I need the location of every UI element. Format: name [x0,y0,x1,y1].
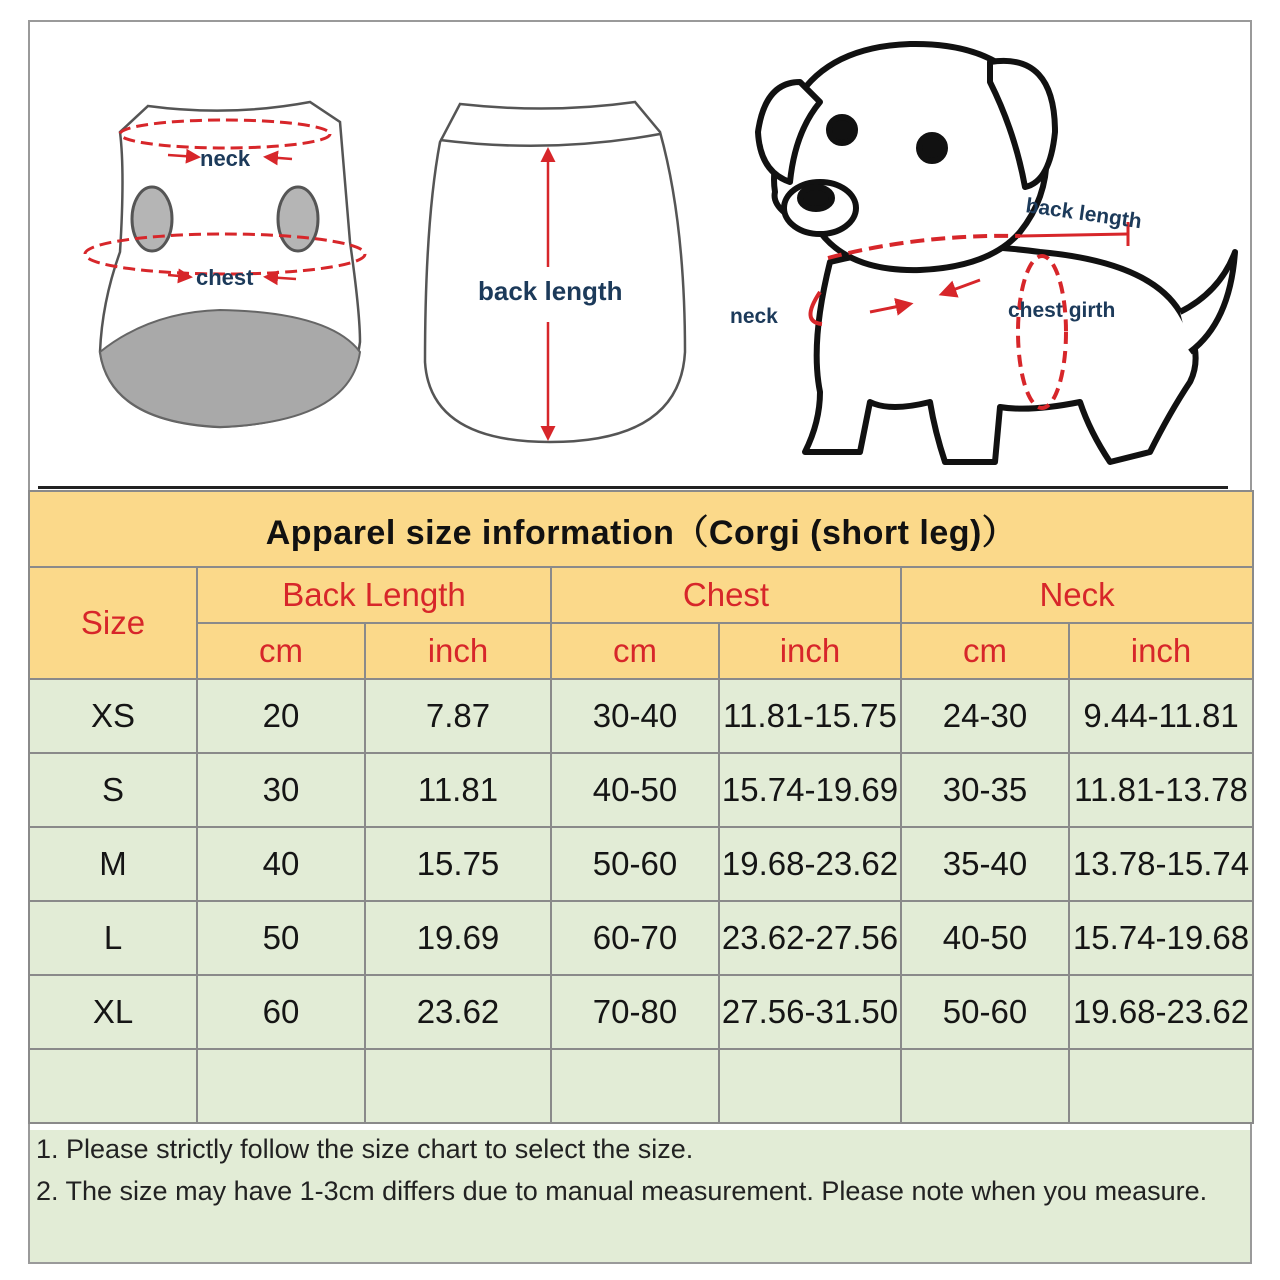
table-cell: 50-60 [901,975,1069,1049]
dog-back-length-label: back length [1024,194,1144,234]
dog-illustration [758,44,1235,462]
table-cell: 30-40 [551,679,719,753]
table-cell: 40 [197,827,365,901]
table-cell: XL [29,975,197,1049]
table-cell: 19.68-23.62 [1069,975,1253,1049]
table-title: Apparel size information（Corgi (short leg)） [29,491,1253,567]
size-header: Size [29,567,197,679]
table-cell: 13.78-15.74 [1069,827,1253,901]
table-cell: 50 [197,901,365,975]
dog-chest-girth-label: chest girth [1008,299,1116,322]
table-cell: 30-35 [901,753,1069,827]
note-2: 2. The size may have 1-3cm differs due to manual measurement. Please note when you measure. [36,1176,1208,1206]
table-cell: XS [29,679,197,753]
unit-header: cm [901,623,1069,679]
unit-header: cm [197,623,365,679]
table-cell: 24-30 [901,679,1069,753]
table-cell: 35-40 [901,827,1069,901]
table-row [29,975,1253,1049]
measurement-illustration [30,22,1250,486]
table-cell: 19.69 [365,901,551,975]
table-row [29,901,1253,975]
size-table [28,490,1254,1124]
table-cell: 9.44-11.81 [1069,679,1253,753]
divider-line [38,486,1228,489]
table-cell: 40-50 [551,753,719,827]
unit-header: cm [551,623,719,679]
notes-section [30,1130,1250,1262]
table-cell: 11.81 [365,753,551,827]
table-row [29,679,1253,753]
group-header-back-length: Back Length [197,567,551,623]
empty-table-row [29,1049,1253,1123]
table-cell: 60 [197,975,365,1049]
table-cell: 15.75 [365,827,551,901]
table-cell: L [29,901,197,975]
table-cell: 60-70 [551,901,719,975]
dog-neck-label: neck [730,305,778,328]
table-cell: 70-80 [551,975,719,1049]
front-chest-label: chest [196,265,254,290]
garment-front-diagram [85,102,365,427]
table-cell: 15.74-19.68 [1069,901,1253,975]
table-row [29,753,1253,827]
table-cell: 27.56-31.50 [719,975,901,1049]
table-cell: S [29,753,197,827]
table-cell: 7.87 [365,679,551,753]
table-cell: M [29,827,197,901]
table-row [29,827,1253,901]
table-cell: 20 [197,679,365,753]
group-header-neck: Neck [901,567,1253,623]
table-cell: 19.68-23.62 [719,827,901,901]
group-header-chest: Chest [551,567,901,623]
unit-header: inch [365,623,551,679]
table-cell: 15.74-19.69 [719,753,901,827]
table-cell: 50-60 [551,827,719,901]
table-cell: 30 [197,753,365,827]
table-cell: 11.81-15.75 [719,679,901,753]
garment-back-diagram [425,102,685,442]
unit-header: inch [719,623,901,679]
back-length-label: back length [478,276,623,306]
note-1: 1. Please strictly follow the size chart to select the size. [36,1134,694,1164]
table-cell: 40-50 [901,901,1069,975]
table-cell: 11.81-13.78 [1069,753,1253,827]
table-cell: 23.62-27.56 [719,901,901,975]
front-neck-label: neck [200,146,251,171]
table-cell: 23.62 [365,975,551,1049]
unit-header: inch [1069,623,1253,679]
